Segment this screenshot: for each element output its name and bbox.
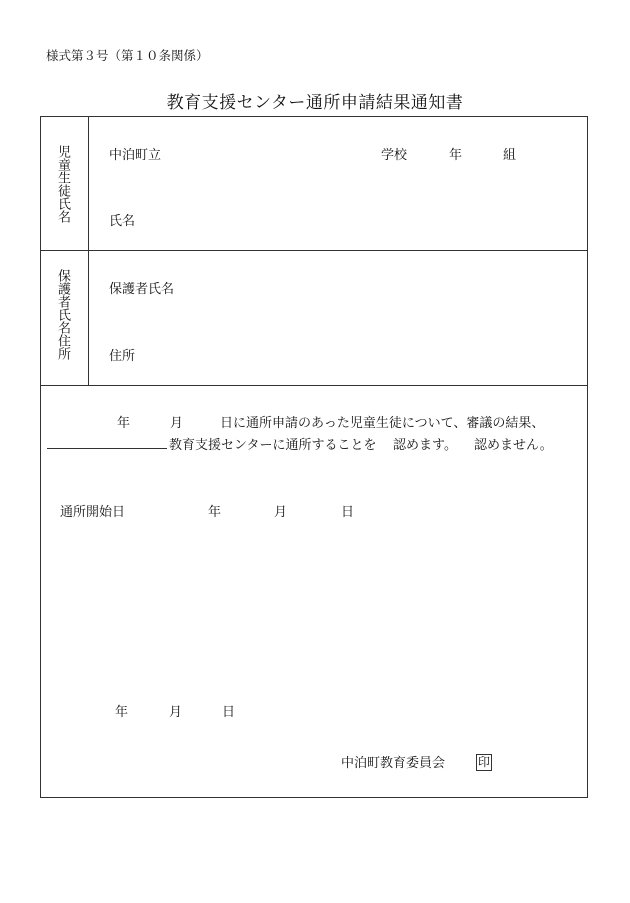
guardian-name-label: 保護者氏名 xyxy=(109,282,175,297)
result-sentence-line1: 日に通所申請のあった児童生徒について、審議の結果、 xyxy=(220,416,545,431)
heading-column-divider xyxy=(88,117,89,385)
issuer-name: 中泊町教育委員会 xyxy=(341,756,446,771)
seal-mark xyxy=(476,751,492,771)
row-divider-guardian xyxy=(41,385,587,386)
application-year: 年 xyxy=(117,416,131,431)
start-day-label: 日 xyxy=(341,505,355,520)
school-prefix: 中泊町立 xyxy=(109,148,162,163)
option-approve: 認めます。 xyxy=(393,438,457,453)
guardian-heading: 保護者氏名住所 xyxy=(55,269,70,360)
guardian-address-label: 住所 xyxy=(109,349,136,364)
student-name-label: 氏名 xyxy=(109,214,136,229)
start-date-label: 通所開始日 xyxy=(60,505,126,520)
result-sentence-line2: 教育支援センターに通所することを xyxy=(169,438,377,453)
issue-year-label: 年 xyxy=(115,705,129,720)
blank-underline xyxy=(47,448,167,449)
grade-label: 年 xyxy=(449,148,463,163)
form-number: 様式第３号（第１０条関係） xyxy=(46,48,209,63)
row-divider-student xyxy=(41,250,587,251)
start-year-label: 年 xyxy=(208,505,222,520)
student-heading: 児童生徒氏名 xyxy=(55,145,70,223)
school-label: 学校 xyxy=(381,148,408,163)
start-month-label: 月 xyxy=(274,505,288,520)
issue-month-label: 月 xyxy=(169,705,183,720)
document-title: 教育支援センター通所申請結果通知書 xyxy=(166,93,464,113)
option-deny: 認めません。 xyxy=(474,438,553,453)
form-table xyxy=(40,116,588,798)
seal-label: 印 xyxy=(478,755,491,769)
application-month: 月 xyxy=(170,416,184,431)
issue-day-label: 日 xyxy=(222,705,236,720)
class-label: 組 xyxy=(503,148,517,163)
